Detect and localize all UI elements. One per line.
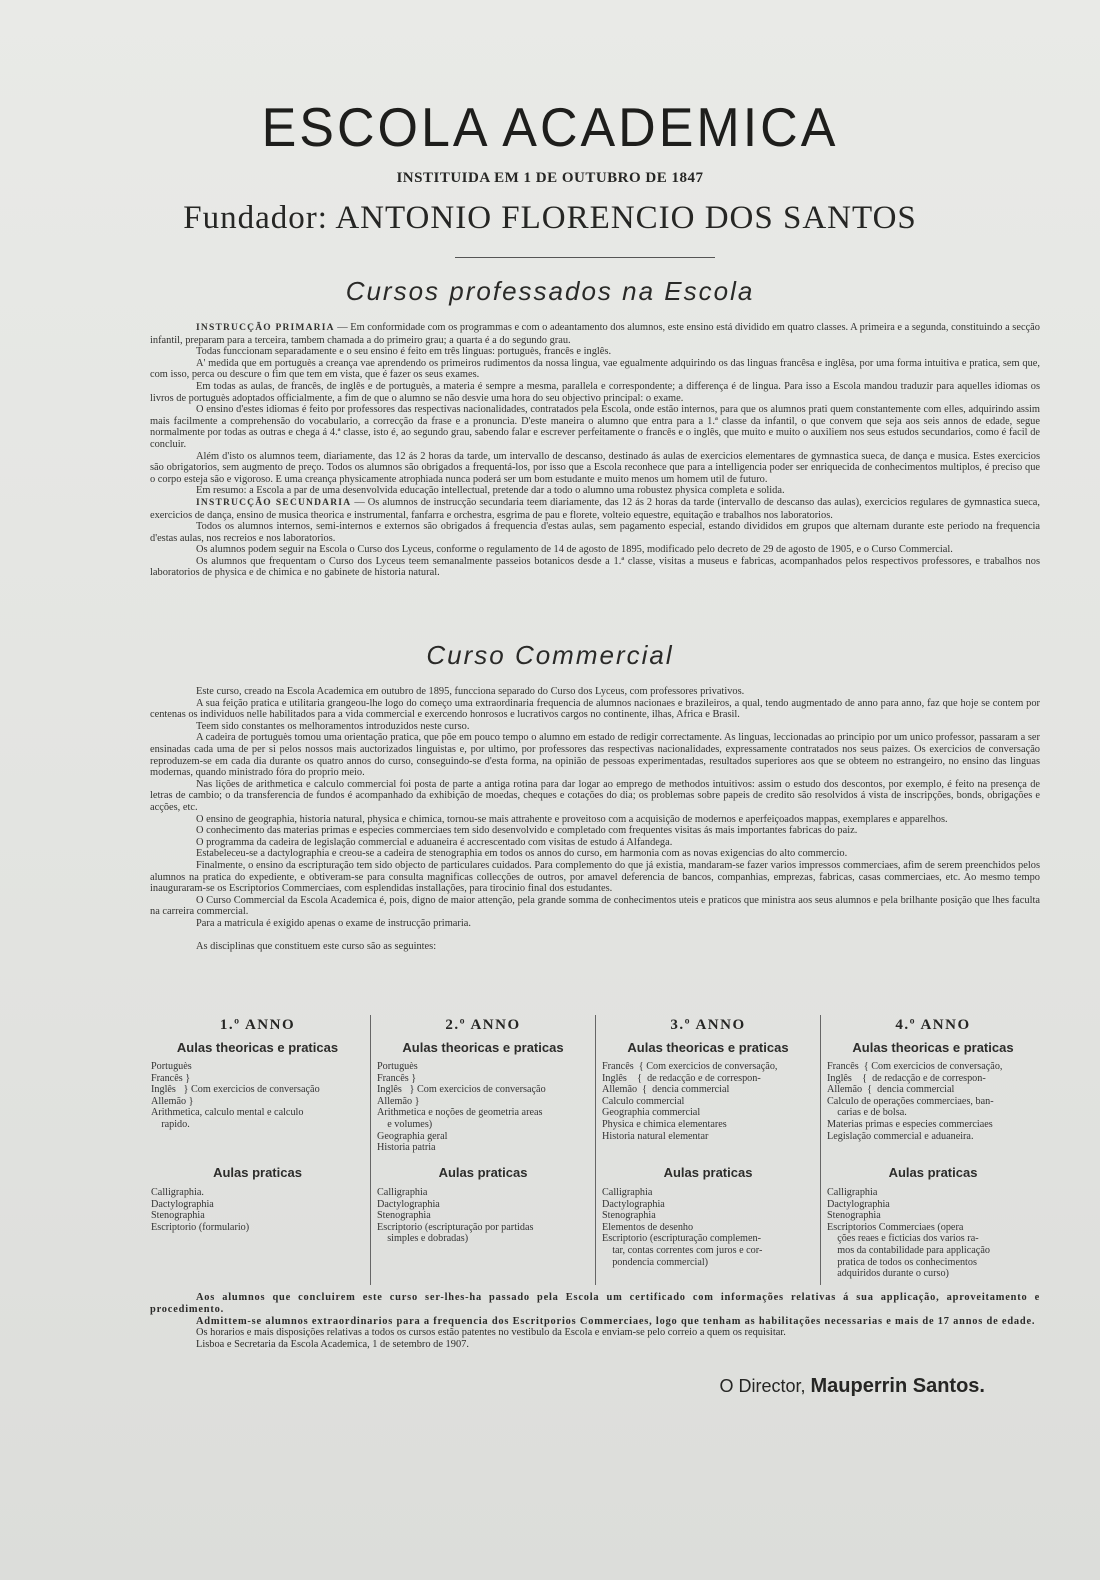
paragraph: As disciplinas que constituem este curso são as seguintes:: [196, 941, 437, 953]
certificate-note: Aos alumnos que concluirem este curso ser-lhes-ha passado pela Escola um certificado com informações relativas á sua applicação, aproveitamento e procedimento.: [150, 1292, 1040, 1315]
list-item: Dactylographia: [151, 1198, 214, 1210]
list-item: Escriptorio (formulario): [151, 1221, 250, 1233]
paragraph: O programma da cadeira de legislação commercial e aduaneira é accrescentado com visitas de estudo á Alfandega.: [196, 836, 673, 848]
list-item: Allemão { dencia commercial: [827, 1084, 955, 1096]
list-item: Escriptorio (escripturação complemen-: [602, 1233, 761, 1245]
list-item: Inglês { de redacção e de correspon-: [827, 1072, 986, 1084]
page-title: ESCOLA ACADEMICA: [261, 97, 839, 159]
paragraph: A cadeira de portuguès tomou uma orientação pratica, que põe em pouco tempo o alumno em estado de redigir correctamente. As linguas, leccionadas ao principio por um unico professor, passaram a ser ensinadas cada uma de per si pelos nossos mais auctorizados linguistas e, por ultimo, por professores das respectivas nacionalidades, expressamente contratados nos seus paizes. Os exercicios de conversação reproduzem-se em cada dia durante os quatro annos do curso, conseguindo-se d'esta forma, na opinião de pessoas experimentadas, resultados superiores aos que se obteem no estrangeiro, no ensino das linguas modernas, quando ministrado fóra do proprio meio.: [150, 732, 1040, 779]
paragraph-text: — Em conformidade com os programmas e com o adeantamento dos alumnos, este ensino está dividido em quatro classes. A primeira e a segunda, constituindo a secção infantil, preparam para a terceira, tambem chamada a do primeiro grau; a quarta é a do segundo grau.: [150, 322, 1040, 346]
director-name: Mauperrin Santos.: [810, 1375, 985, 1397]
director-signature: [719, 1375, 985, 1398]
list-item: tar, contas correntes com juros e cor-: [602, 1244, 763, 1256]
year-column: [145, 1015, 370, 1285]
theory-heading: Aulas theoricas e praticas: [176, 1040, 339, 1055]
commercial-text: [150, 686, 1040, 953]
list-item: adquiridos durante o curso): [827, 1268, 949, 1280]
paragraph: O conhecimento das materias primas e especies commerciaes tem sido desenvolvido e completado com frequentes visitas ás mais importantes fabricas do paiz.: [196, 825, 858, 837]
practice-list: [827, 1187, 1041, 1280]
list-item: Calligraphia: [827, 1187, 878, 1198]
list-item: Historia patria: [377, 1142, 436, 1154]
list-item: Escriptorios Commerciaes (opera: [827, 1221, 964, 1233]
list-item: Geographia geral: [377, 1130, 448, 1142]
paragraph: Finalmente, o ensino da escripturação tem sido objecto de particulares cuidados. Para complemento do que já existia, mandaram-se fazer varios impressos commerciaes, afim de serem preenchidos pelos alumnos na pratica do expediente, e obtiveram-se para consulta magnificas collecções de outros, por amavel deferencia de bancos, companhias, emprezas, fabricas, casas commerciaes, etc. Ao mesmo tempo inauguraram-se os Escriptorios Commerciaes, com esplendidas installações, para tirocinio final dos estudantes.: [150, 859, 1040, 895]
place-date: Lisboa e Secretaria da Escola Academica, 1 de setembro de 1907.: [196, 1339, 469, 1351]
list-item: Portuguès: [151, 1061, 192, 1072]
list-item: rapido.: [151, 1118, 190, 1130]
paragraph: Os alumnos que frequentam o Curso dos Lyceus teem semanalmente passeios botanicos desde a 1.ª classe, visitas a museus e fabricas, acompanhados pelos respectivos professores, e trabalhos nos laboratorios de physica e de chimica e no gabinete de historia natural.: [150, 555, 1040, 579]
paragraph: O ensino d'estes idiomas é feito por professores das respectivas nacionalidades, contratados pela Escola, onde estão internos, para que os alumnos prati quem constantemente com elles, adquirindo assim mais facilmente a comprehensão do vocabulario, a correcção da frase e a pronuncia. D'este maneira o alumno que entra para a 1.ª classe da infantil, o que convem que seja aos seis annos de edade, segue normalmente por todas as outras e chega á 4.ª classe, isto é, ao segundo grau, sabendo falar e escrever perfeitamente o francês e o inglês, que muito e muito o auxiliem nos seus estudos secundarios, como é facil de concluir.: [150, 404, 1040, 450]
primaria-label: INSTRUCÇÃO PRIMARIA: [196, 323, 335, 333]
list-item: Stenographia: [151, 1210, 205, 1222]
list-item: Allemão { dencia commercial: [602, 1084, 730, 1096]
list-item: Materias primas e especies commerciaes: [827, 1118, 993, 1130]
list-item: Physica e chimica elementares: [602, 1118, 727, 1130]
schedule-note: Os horarios e mais disposições relativas a todos os cursos estão patentes no vestibulo da Escola e enviam-se pelo correio a quem os requisitar.: [196, 1327, 786, 1339]
list-item: Geographia commercial: [602, 1107, 701, 1119]
year-title: 3.º ANNO: [670, 1017, 746, 1033]
year-title: 1.º ANNO: [219, 1017, 296, 1033]
paragraph: Teem sido constantes os melhoramentos introduzidos neste curso.: [196, 720, 470, 732]
list-item: Dactylographia: [602, 1198, 665, 1210]
list-item: Portuguès: [377, 1061, 418, 1072]
practice-list: [377, 1187, 591, 1245]
paragraph: [150, 497, 1040, 521]
founding-date: INSTITUIDA EM 1 DE OUTUBRO DE 1847: [396, 170, 704, 186]
list-item: Francês }: [151, 1072, 191, 1084]
list-item: Dactylographia: [377, 1198, 440, 1210]
paragraph-text: — Os alumnos de instrucção secundaria teem diariamente, das 12 ás 2 horas da tarde (intervallo de descanso das aulas), exercicios regulares de gymnastica sueca, exercicios de dança, ensino de musica theorica e instrumental, fanfarra e orchestra, esgrima de pau e florete, volteio equestre, equitação e trabalhos nos laboratorios.: [150, 496, 1040, 521]
paragraph: Estabeleceu-se a dactylographia e creou-se a cadeira de stenographia em todos os annos do curso, em harmonia com as novas exigencias do alto commercio.: [196, 848, 848, 860]
founder-line: Fundador: ANTONIO FLORENCIO DOS SANTOS: [183, 200, 917, 236]
list-item: Calculo commercial: [602, 1095, 685, 1107]
list-item: Escriptorio (escripturação por partidas: [377, 1221, 534, 1233]
list-item: Stenographia: [377, 1210, 431, 1222]
paragraph: O Curso Commercial da Escola Academica é, pois, digno de maior attenção, pela grande somma de conhecimentos uteis e praticos que ministra aos seus alumnos e pela brilhante posição que lhes faculta na carreira commercial.: [150, 894, 1040, 918]
theory-list: [151, 1061, 364, 1131]
theory-heading: Aulas theoricas e praticas: [852, 1040, 1014, 1055]
theory-heading: Aulas theoricas e praticas: [402, 1040, 564, 1055]
theory-list: [827, 1061, 1039, 1142]
curriculum-columns: [145, 1015, 1045, 1285]
list-item: Calligraphia.: [151, 1187, 204, 1198]
paragraph: Para a matricula é exigido apenas o exame de instrucção primaria.: [196, 917, 471, 929]
paragraph: O ensino de geographia, historia natural, physica e chimica, tornou-se mais attrahente e proveitoso com a acquisição de modernos e aperfeiçoados mappas, exemplares e apparelhos.: [196, 813, 948, 825]
list-item: carias e de bolsa.: [827, 1107, 907, 1119]
secundaria-label: INSTRUCÇÃO SECUNDARIA: [196, 497, 352, 508]
list-item: Francês }: [377, 1072, 417, 1084]
paragraph: Em resumo: a Escola a par de uma desenvolvida educação intellectual, pretende dar a todo o alumno uma robustez physica completa e solida.: [196, 485, 785, 497]
list-item: Elementos de desenho: [602, 1221, 694, 1233]
theory-list: [377, 1061, 589, 1154]
list-item: Francês { Com exercicios de conversação,: [827, 1061, 1003, 1072]
list-item: simples e dobradas): [377, 1233, 469, 1245]
list-item: pratica de todos os conhecimentos: [827, 1256, 977, 1268]
list-item: e volumes): [377, 1118, 433, 1130]
paragraph: A sua feição pratica e utilitaria grangeou-lhe logo do começo uma extraordinaria frequencia de alumnos nacionaes e brazileiros, a qual, tendo augmentado de anno para anno, faz que hoje se contem por centenas os individuos nelle habilitados para a vida commercial e exercendo honrosos e lucrativos cargos no continente, ilhas, Africa e Brasil.: [150, 697, 1040, 721]
list-item: Stenographia: [602, 1210, 656, 1222]
title-divider: [455, 257, 715, 258]
paragraph: A' medida que em portuguès a creança vae aprendendo os primeiros rudimentos da nossa lingua, vae egualmente adquirindo os das linguas francêsa e inglêsa, por uma forma intuitiva e pratica, sem que, com isso, perca ou descure o fim que tem em vista, que é fazer os seus exames.: [150, 357, 1040, 381]
list-item: Calculo de operações commerciaes, ban-: [827, 1095, 994, 1107]
list-item: Stenographia: [827, 1210, 881, 1222]
closing-notes: [150, 1292, 1040, 1351]
paragraph: Este curso, creado na Escola Academica em outubro de 1895, funcciona separado do Curso dos Lyceus, com professores privativos.: [196, 686, 745, 697]
year-column: [370, 1015, 595, 1285]
director-prefix: O Director,: [719, 1376, 806, 1396]
theory-heading: Aulas theoricas e praticas: [627, 1040, 789, 1055]
practice-heading: Aulas praticas: [663, 1165, 753, 1180]
practice-heading: Aulas praticas: [888, 1165, 978, 1180]
year-title: 4.º ANNO: [895, 1017, 971, 1033]
list-item: Inglês { de redacção e de correspon-: [602, 1072, 761, 1084]
paragraph: Os alumnos podem seguir na Escola o Curso dos Lyceus, conforme o regulamento de 14 de agosto de 1895, modificado pelo decreto de 29 de agosto de 1905, e o Curso Commercial.: [196, 544, 953, 556]
list-item: Calligraphia: [602, 1187, 653, 1198]
list-item: Dactylographia: [827, 1198, 890, 1210]
year-column: [595, 1015, 820, 1285]
theory-list: [602, 1061, 814, 1142]
list-item: Arithmetica e noções de geometria areas: [377, 1107, 543, 1119]
paragraph: Em todas as aulas, de francês, de inglês e de portuguès, a materia é sempre a mesma, parallela e correspondente; a differença é de lingua. Para isso a Escola mandou traduzir para aquelles idiomas os livros de portuguès adoptados officialmente, a fim de que o alumno se não desvie uma hora do seu objectivo principal: o exame.: [150, 380, 1040, 404]
list-item: mos da contabilidade para applicação: [827, 1244, 990, 1256]
paragraph: Todas funccionam separadamente e o seu ensino é feito em três linguas: portuguès, francês e inglês.: [196, 346, 612, 358]
list-item: Historia natural elementar: [602, 1130, 709, 1142]
paragraph: Todos os alumnos internos, semi-internos e externos são obrigados á frequencia d'estas aulas, sem pagamento especial, estando divididos em grupos que alternam durante este periodo na frequencia d'estas aulas, nos recreios e nos laboratorios.: [150, 521, 1040, 544]
paragraph: Além d'isto os alumnos teem, diariamente, das 12 ás 2 horas da tarde, um intervallo de descanso, destinado ás aulas de exercicios elementares de gymnastica sueca, de dança e musica. Estes exercicios são obrigatorios, sem augmento de preço. Todos os alumnos são obrigados a frequentá-los, por isso que a Escola reconhece que para a intelligencia poder ser enriquecida de conhecimentos multiplos, é preciso que o corpo esteja são e vigoroso. E uma creança physicamente atrophiada nunca poderá ser um bom estudante e muito menos um homem util de futuro.: [150, 450, 1040, 485]
list-item: Francês { Com exercicios de conversação,: [602, 1061, 778, 1072]
list-item: Allemão }: [151, 1095, 194, 1107]
list-item: Inglês } Com exercicios de conversação: [377, 1084, 546, 1096]
list-item: Inglês } Com exercicios de conversação: [151, 1084, 320, 1096]
paragraph: Nas lições de arithmetica e calculo commercial foi posta de parte a antiga rotina para dar logar ao emprego de methodos intuitivos: assim o estudo dos descontos, por exemplo, é feito na presença de letras de cambio; o da transferencia de fundos é acompanhado da exhibição de moedas, cheques e cotações do dia; os problemas sobre papeis de credito são resolvidos á vista de inscripções, bonds, obrigações e acções, etc.: [150, 778, 1040, 813]
section-heading-cursos: Cursos professados na Escola: [345, 276, 755, 306]
practice-heading: Aulas praticas: [213, 1165, 302, 1180]
list-item: Legislação commercial e aduaneira.: [827, 1130, 974, 1142]
list-item: ções reaes e ficticias dos varios ra-: [827, 1233, 979, 1245]
list-item: Calligraphia: [377, 1187, 428, 1198]
year-title: 2.º ANNO: [445, 1017, 521, 1033]
paragraph: [150, 322, 1040, 346]
list-item: Arithmetica, calculo mental e calculo: [151, 1107, 304, 1119]
practice-list: [151, 1187, 366, 1233]
year-column: [820, 1015, 1045, 1285]
admission-note: Admittem-se alumnos extraordinarios para a frequencia dos Escritporios Commerciaes, logo que tenham as habilitações necessarias e mais de 17 annos de edade.: [196, 1315, 1036, 1327]
list-item: pondencia commercial): [602, 1256, 709, 1268]
cursos-text: [150, 322, 1040, 579]
section-heading-commercial: Curso Commercial: [426, 640, 674, 670]
list-item: Allemão }: [377, 1095, 420, 1107]
practice-list: [602, 1187, 816, 1268]
practice-heading: Aulas praticas: [438, 1165, 528, 1180]
